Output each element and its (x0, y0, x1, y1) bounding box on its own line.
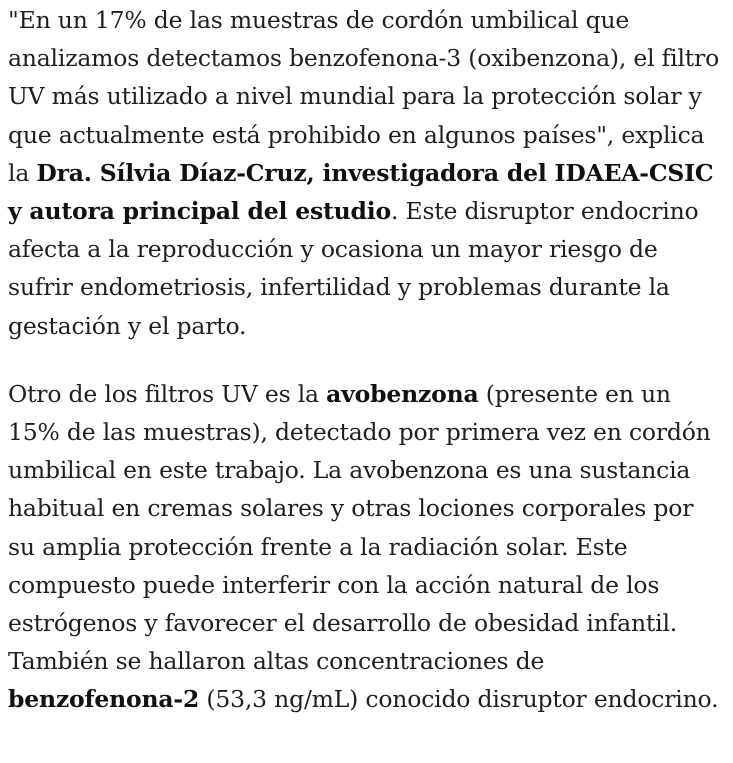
article-body (0, 1, 733, 719)
paragraph-1-text-a: "En un 17% de las muestras de cordón umbilical que analizamos detectamos benzofenona-3 (oxibenzona), el filtro UV más utilizado a nivel mundial para la protección solar y que actualmente está prohibido en algunos países", explica la (8, 6, 720, 187)
paragraph-1-text-b: . Este disruptor endocrino afecta a la reproducción y ocasiona un mayor riesgo de sufrir endometriosis, infertilidad y problemas durante la gestación y el parto. (8, 197, 699, 340)
benzofenona-2-bold: benzofenona-2 (8, 685, 200, 714)
paragraph-2-text-c: (53,3 ng/mL) conocido disruptor endocrino. (199, 685, 719, 714)
avobenzona-bold: avobenzona (326, 379, 479, 408)
paragraph-2-text-b: (presente en un 15% de las muestras), detectado por primera vez en cordón umbilical en este trabajo. La avobenzona es una sustancia habitual en cremas solares y otras lociones corporales por su amplia protección frente a la radiación solar. Este compuesto puede interferir con la acción natural de los estrógenos y favorecer el desarrollo de obesidad infantil. También se hallaron altas concentraciones de (8, 379, 711, 676)
paragraph-umbilical-cord-findings (8, 1, 723, 345)
paragraph-2-text-a: Otro de los filtros UV es la (8, 379, 327, 408)
paragraph-avobenzona (8, 375, 723, 719)
author-name-bold: Dra. Sílvia Díaz-Cruz, investigadora del IDAEA-CSIC y autora principal del estudio (8, 158, 714, 226)
